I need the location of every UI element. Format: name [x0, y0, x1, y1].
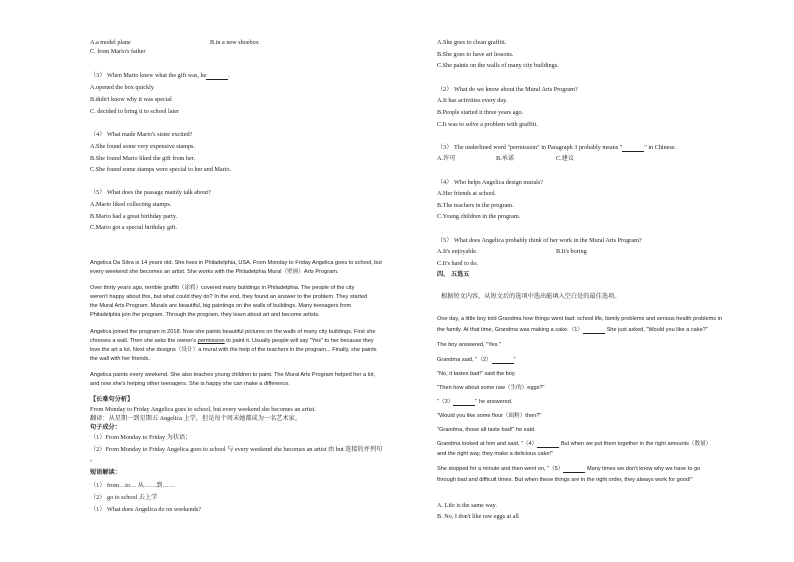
- story-line: and the right way, they make a delicious cake!": [437, 451, 553, 457]
- answer-blank: [206, 73, 228, 80]
- question-5: （5） What does Angelica probably think of her work in the Mural Arts Program?: [437, 237, 642, 244]
- answer-blank: [453, 399, 475, 406]
- analysis-translation: 翻译：从星期一到星期五 Angelica 上学，但是每个周末她都成为一名艺术家。: [90, 415, 302, 422]
- question-3: （3） The underlined word "permission" in Paragraph 3 probably means " " in Chinese.: [437, 144, 677, 151]
- story-line: Grandma said, "（2） ": [437, 357, 516, 363]
- passage-line: Angelica joined the program in 2018. Now she paints beautiful pictures on the walls of many city buildings. First she: [90, 329, 376, 335]
- option-c: C.She paints on the walls of many city buildings.: [437, 62, 559, 69]
- question-4: （4） Who helps Angelica design murals?: [437, 179, 544, 186]
- option-c: C.Mario got a special birthday gift.: [90, 224, 178, 231]
- option-a: A.She found some very expensive stamps.: [90, 143, 195, 150]
- option-b: B.didn't know why it was special: [90, 96, 172, 103]
- option-b: B.She found Mario liked the gift from her.: [90, 155, 195, 162]
- option-c: C.Young children in the program.: [437, 213, 521, 220]
- passage-line: Angelica Da Silva is 14 years old. She lives in Philadelphia, USA. From Monday to Friday Angelica goes to school, but: [90, 260, 382, 266]
- option-a: A. Life is the same way.: [437, 502, 497, 509]
- story-line: Grandma looked at him and said, "（4） But when we put them together in the right amounts（数量）: [437, 441, 712, 447]
- answer-blank: [537, 441, 559, 448]
- question-5: （5） What does the passage mainly talk about?: [90, 189, 211, 196]
- passage-line: weren't happy about this, but what could they do? In the end, they found an answer to the problem. They started: [90, 294, 368, 300]
- question-4: （4） What made Mario's sister excited?: [90, 131, 193, 138]
- option-b: B.in a new shoebox: [210, 39, 259, 46]
- question-3: （3） When Mario knew what the gift was, he .: [90, 72, 230, 79]
- structure-item: （2）From Monday to Friday Angelica goes to school 与 every weekend she becomes an artist 由 but 连接的并列句: [90, 446, 383, 453]
- option-c: C. from Mario's father: [90, 48, 146, 55]
- phrase-item: （2） go to school 去上学: [90, 494, 158, 501]
- passage-line: Philadelphia join the program. Through the program, they learn about art and become artists.: [90, 312, 320, 318]
- option-c: C.It was to solve a problem with graffiti.: [437, 121, 538, 128]
- option-a: A.opened the box quickly: [90, 84, 154, 91]
- question-1: （1） What does Angelica do on weekends?: [90, 506, 201, 513]
- story-line: "Then how about some raw（生的）eggs?": [437, 385, 545, 391]
- answer-blank: [492, 357, 514, 364]
- passage-line: Angelica paints every weekend. She also teaches young children to paint. The Mural Arts Program helped her a lot,: [90, 372, 376, 378]
- option-b: B.People started it three years ago.: [437, 109, 524, 116]
- passage-line: every weekend she becomes an artist. She works with the Philadelphia Mural（壁画）Arts Program.: [90, 269, 339, 275]
- option-a: A.a model plane: [90, 39, 131, 46]
- option-b: B.承诺: [496, 155, 515, 162]
- option-a: A.Mario liked collecting stamps.: [90, 201, 172, 208]
- passage-line: and now she's helping other teenagers. She is happy she can make a difference.: [90, 381, 290, 387]
- answer-blank: [563, 466, 585, 473]
- story-line: the family. At that time, Grandma was making a cake.（1） She just asked, "Would you like a cake?": [437, 327, 708, 333]
- answer-blank: [583, 327, 605, 334]
- option-a: A.Her friends at school.: [437, 190, 497, 197]
- analysis-sentence: From Monday to Friday Angelica goes to school, but every weekend she becomes an artist.: [90, 406, 316, 413]
- passage-line: the wall with her friends.: [90, 356, 151, 362]
- passage-line: Over thirty years ago, terrible graffiti（涂鸦）covered many buildings in Philadelphia. The people of the city: [90, 285, 355, 291]
- option-c: C.She found some stamps were special to her and Mario.: [90, 166, 232, 173]
- option-b: B.Mario had a great birthday party.: [90, 213, 178, 220]
- option-a: A.许可: [437, 155, 456, 162]
- instruction: 根据短文内容，从短文后的选项中选出能填入空白处的最佳选项。: [441, 293, 621, 300]
- story-line: One day, a little boy told Grandma how things went bad: school life, family problems and serious health problems in: [437, 316, 723, 322]
- option-b: B.She goes to have art lessons.: [437, 51, 514, 58]
- option-c: C.It's hard to do.: [437, 260, 479, 267]
- option-a: A.She goes to clean graffiti.: [437, 39, 507, 46]
- story-line: The boy answered, "Yes.": [437, 342, 501, 348]
- option-b: B. No, I don't like raw eggs at all: [437, 513, 519, 520]
- question-2: （2） What do we know about the Mural Arts Program?: [437, 86, 578, 93]
- underlined-word: permission: [197, 338, 225, 344]
- passage-line: love the art a lot. Next she designs（设计）a mural with the help of the teachers in the program... Finally, she paints: [90, 347, 377, 353]
- story-line: "No, it tastes bad!" said the boy.: [437, 371, 516, 377]
- option-a: A.It's enjoyable.: [437, 248, 478, 255]
- option-c: C. decided to bring it to school later: [90, 108, 180, 115]
- story-line: "Grandma, those all taste bad!" he said.: [437, 427, 536, 433]
- section-heading: 四、 五选五: [437, 271, 470, 278]
- structure-heading: 句子成分：: [90, 424, 121, 431]
- story-line: "Would you like some flour（面粉）then?": [437, 413, 542, 419]
- passage-line: the Mural Arts Program. Murals are beautiful, big paintings on the walls of buildings. Many teenagers from: [90, 303, 352, 309]
- story-line: "（3） " he answered.: [437, 399, 513, 405]
- analysis-heading: 【长难句分析】: [90, 396, 134, 403]
- structure-item-end: 。: [90, 456, 97, 463]
- option-a: A.It has activities every day.: [437, 97, 508, 104]
- option-c: C.建议: [556, 155, 575, 162]
- phrase-item: （1） from…to… 从……到……: [90, 482, 175, 489]
- structure-item: （1）From Monday to Friday 为状语；: [90, 434, 192, 441]
- option-b: B.The teachers in the program.: [437, 202, 514, 209]
- story-line: through bad and difficult times. But when these things are in the right order, they always work for good!": [437, 477, 693, 483]
- phrases-heading: 短语解读：: [90, 469, 121, 476]
- story-line: She stopped for a minute and then went on, "（5） Many times we don't know why we have to go: [437, 466, 701, 472]
- passage-line: chooses a wall. Then she asks the owner's permission to paint it. Usually people will say "Yes" to her because they: [90, 338, 374, 344]
- option-b: B.It's boring: [556, 248, 587, 255]
- answer-blank: [622, 145, 644, 152]
